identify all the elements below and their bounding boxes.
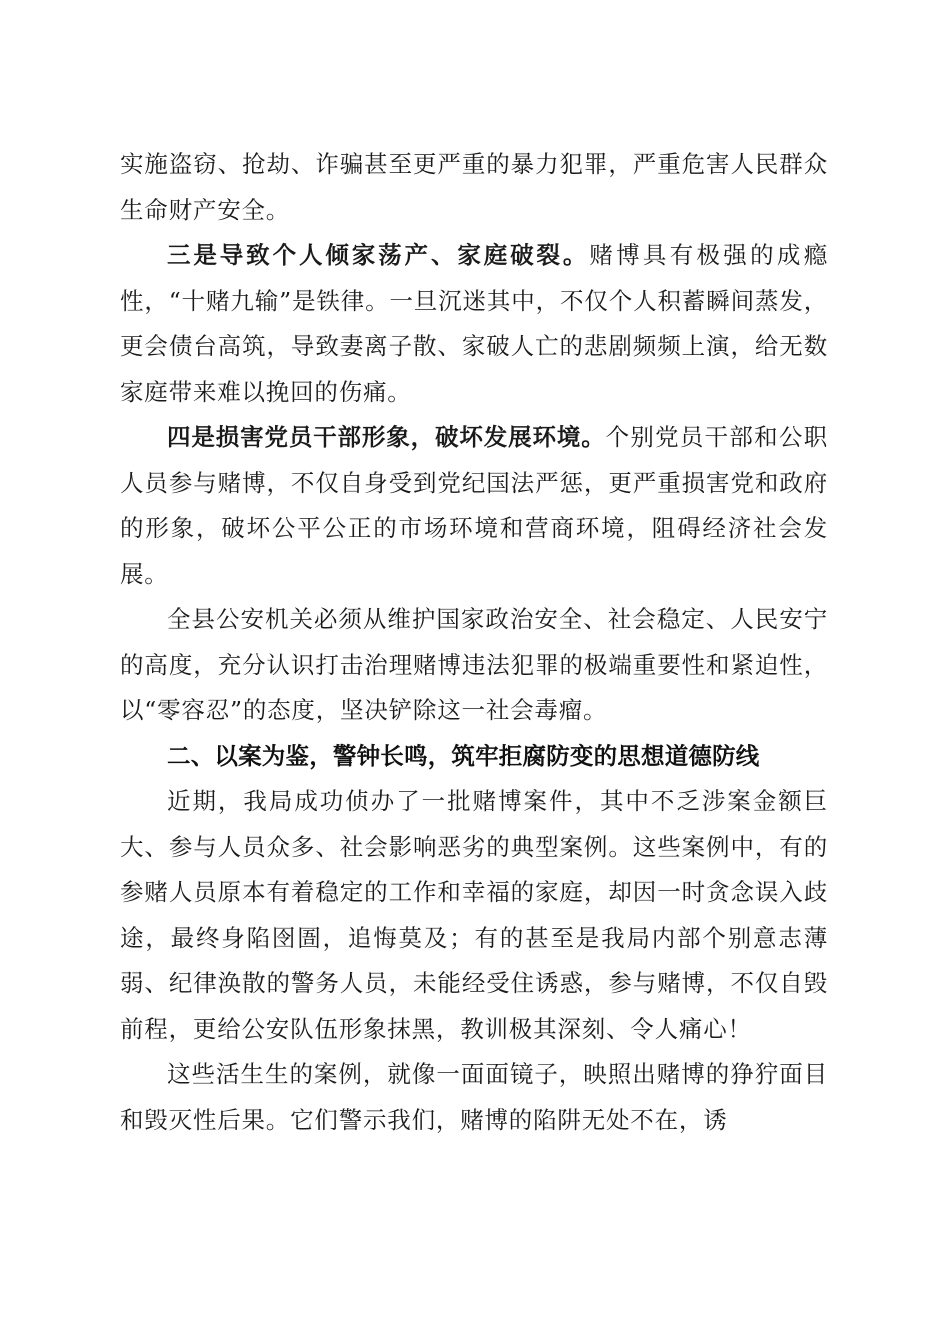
paragraph-summary	[120, 597, 828, 734]
paragraph-cases	[120, 779, 828, 1052]
paragraph-lead: 三是导致个人倾家荡产、家庭破裂。	[167, 241, 590, 269]
paragraph-text: 近期，我局成功侦办了一批赌博案件，其中不乏涉案金额巨大、参与人员众多、社会影响恶劣的典型案例。这些案例中，有的参赌人员原本有着稳定的工作和幸福的家庭，却因一时贪念误入歧途，最终身陷囹圄，追悔莫及；有的甚至是我局内部个别意志薄弱、纪律涣散的警务人员，未能经受住诱惑，参与赌博，不仅自毁前程，更给公安队伍形象抹黑，教训极其深刻、令人痛心！	[120, 787, 828, 1043]
paragraph-continuation	[120, 142, 828, 233]
paragraph-text: 个别党员干部和公职人员参与赌博，不仅自身受到党纪国法严惩，更严重损害党和政府的形象，破坏公平公正的市场环境和营商环境，阻碍经济社会发展。	[120, 423, 828, 588]
paragraph-lead: 四是损害党员干部形象，破坏发展环境。	[167, 423, 606, 451]
paragraph-point-three	[120, 233, 828, 415]
paragraph-text: 赌博具有极强的成瘾性，“十赌九输”是铁律。一旦沉迷其中，不仅个人积蓄瞬间蒸发，更会债台高筑，导致妻离子散、家破人亡的悲剧频频上演，给无数家庭带来难以挽回的伤痛。	[120, 241, 828, 406]
paragraph-warning	[120, 1052, 828, 1143]
paragraph-text: 全县公安机关必须从维护国家政治安全、社会稳定、人民安宁的高度，充分认识打击治理赌博违法犯罪的极端重要性和紧迫性，以“零容忍”的态度，坚决铲除这一社会毒瘤。	[120, 605, 828, 724]
document-body	[120, 142, 828, 1143]
paragraph-text: 实施盗窃、抢劫、诈骗甚至更严重的暴力犯罪，严重危害人民群众生命财产安全。	[120, 150, 828, 224]
paragraph-point-four	[120, 415, 828, 597]
section-heading: 二、以案为鉴，警钟长鸣，筑牢拒腐防变的思想道德防线	[167, 741, 760, 770]
paragraph-text: 这些活生生的案例，就像一面面镜子，映照出赌博的狰狞面目和毁灭性后果。它们警示我们，赌博的陷阱无处不在，诱	[120, 1060, 828, 1134]
